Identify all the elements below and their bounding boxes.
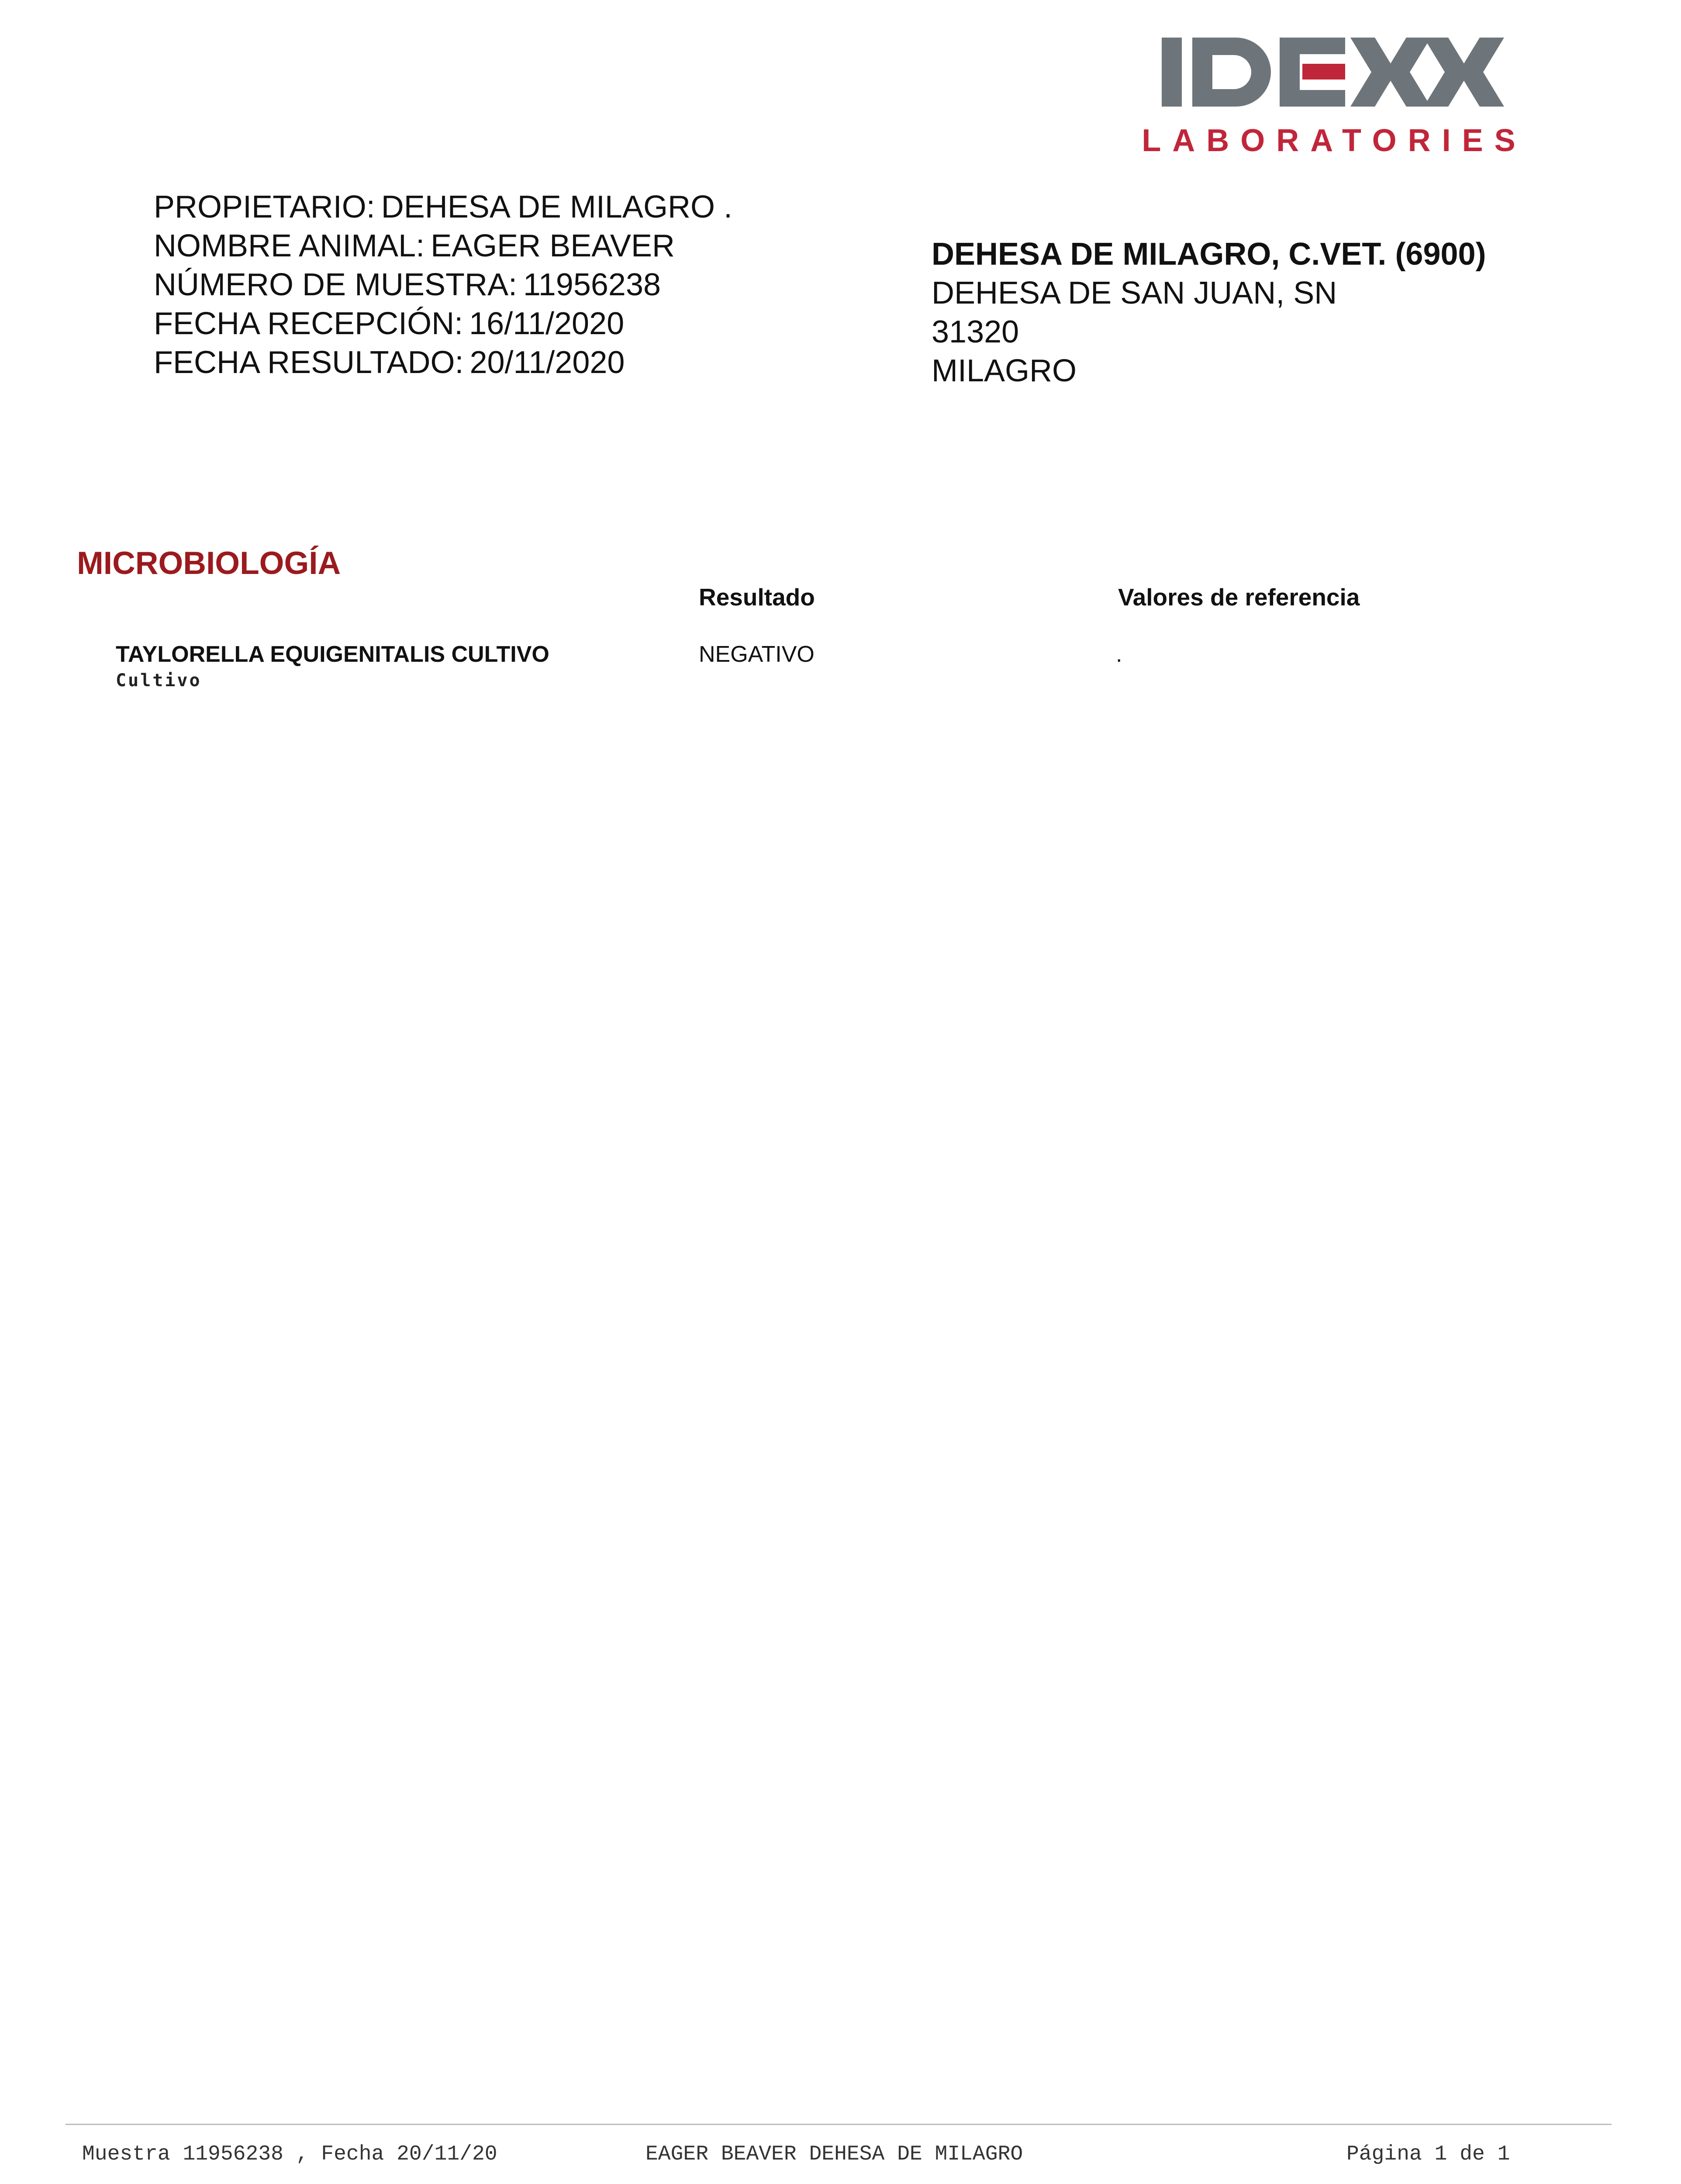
- section-title: MICROBIOLOGÍA: [77, 546, 341, 581]
- patient-info: [154, 188, 732, 382]
- result-column-header: Resultado: [699, 584, 815, 611]
- sample-number-value: 11956238: [523, 267, 661, 302]
- clinic-address-line: DEHESA DE SAN JUAN, SN: [932, 276, 1337, 311]
- clinic-postal-code: 31320: [932, 314, 1019, 349]
- test-result: NEGATIVO: [699, 642, 815, 667]
- owner-value: DEHESA DE MILAGRO .: [381, 190, 732, 225]
- sample-number-row: [154, 266, 732, 304]
- footer-page-number: Página 1 de 1: [1346, 2143, 1510, 2166]
- reception-date-value: 16/11/2020: [469, 306, 625, 341]
- owner-row: [154, 188, 732, 227]
- footer-sample-info: Muestra 11956238 , Fecha 20/11/20: [82, 2143, 497, 2166]
- animal-name-row: [154, 227, 732, 266]
- animal-name-label: NOMBRE ANIMAL:: [154, 228, 425, 263]
- result-date-label: FECHA RESULTADO:: [154, 345, 464, 380]
- result-date-row: [154, 343, 732, 382]
- footer-divider: [66, 2124, 1612, 2125]
- test-reference-value: .: [1116, 642, 1122, 667]
- reception-date-label: FECHA RECEPCIÓN:: [154, 306, 463, 341]
- test-name: TAYLORELLA EQUIGENITALIS CULTIVO: [116, 642, 549, 667]
- animal-name-value: EAGER BEAVER: [431, 228, 675, 263]
- reference-column-header: Valores de referencia: [1118, 584, 1360, 611]
- owner-label: PROPIETARIO:: [154, 190, 375, 225]
- idexx-logo: [1142, 34, 1527, 161]
- footer-patient-owner: EAGER BEAVER DEHESA DE MILAGRO: [645, 2143, 1023, 2166]
- test-method: Cultivo: [116, 670, 202, 691]
- result-date-value: 20/11/2020: [469, 345, 625, 380]
- clinic-name: DEHESA DE MILAGRO, C.VET. (6900): [932, 237, 1486, 272]
- clinic-address: [932, 235, 1486, 390]
- clinic-city: MILAGRO: [932, 353, 1077, 388]
- logo-subtext: LABORATORIES: [1142, 123, 1527, 158]
- sample-number-label: NÚMERO DE MUESTRA:: [154, 267, 518, 302]
- idexx-logo-graphic: [1142, 34, 1527, 161]
- reception-date-row: [154, 304, 732, 343]
